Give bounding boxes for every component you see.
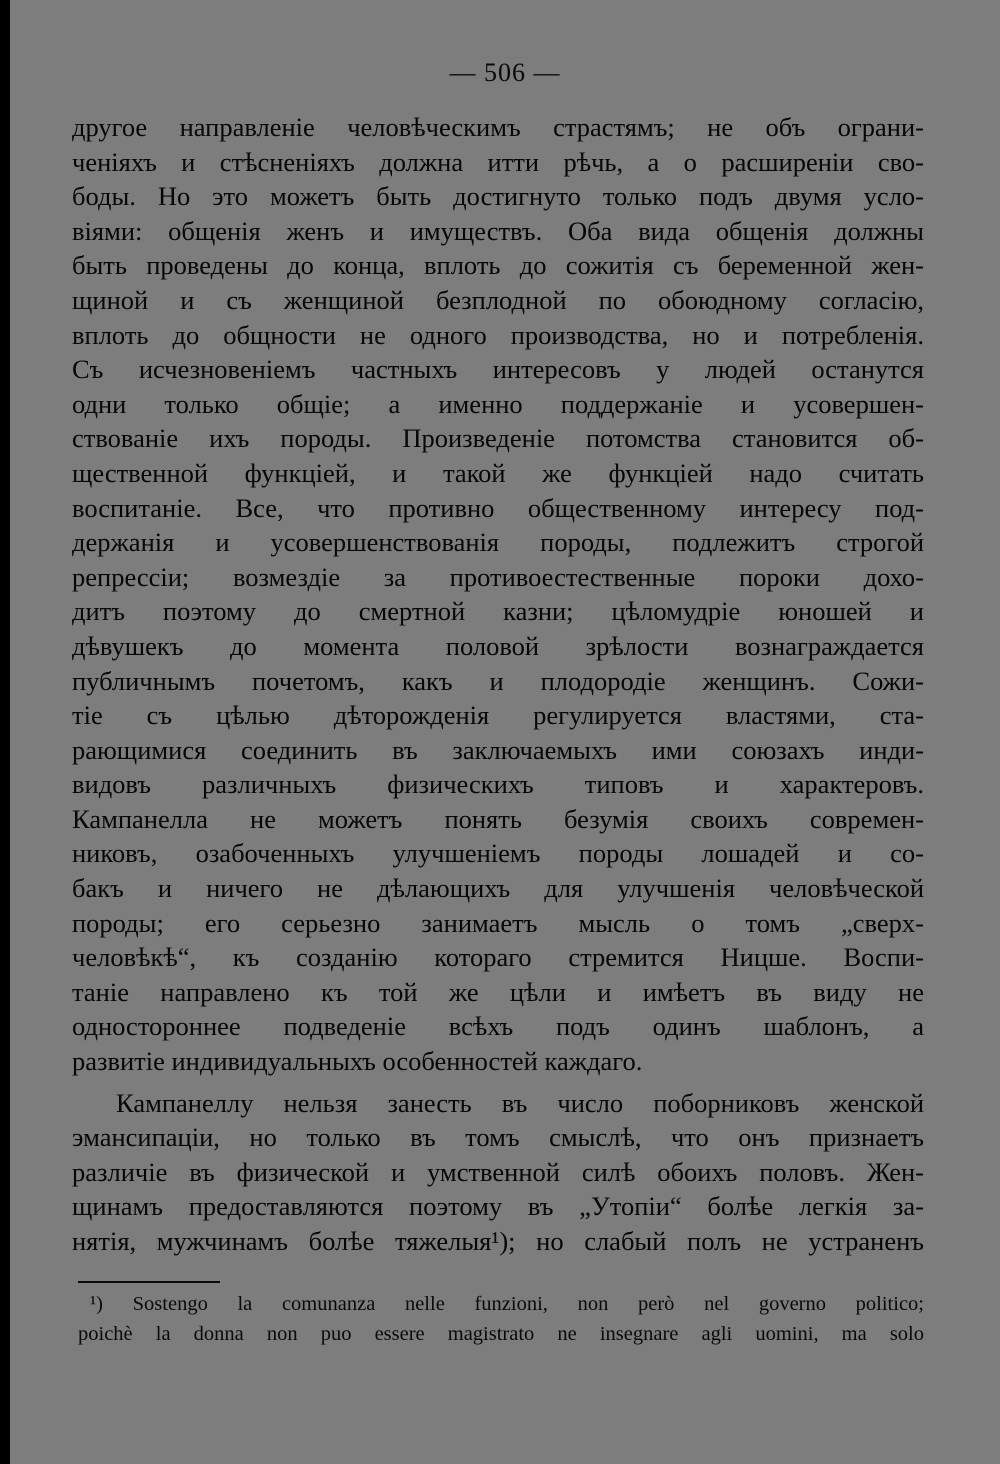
text-line: репрессіи; возмездіе за противоестественные пороки дохо- (72, 561, 924, 592)
text-line: одни только общіе; а именно поддержаніе и усовершен- (72, 388, 924, 419)
text-line: дѣвушекъ до момента половой зрѣлости вознаграждается (72, 630, 924, 661)
text-line: щественной функціей, и такой же функціей надо считать (72, 457, 924, 488)
footnote-line: ¹) Sostengo la comunanza nelle funzioni, non però nel governo politico; (90, 1293, 924, 1315)
text-line: тіе съ цѣлью дѣторожденія регулируется властями, ста- (72, 700, 924, 731)
text-line: держанія и усовершенствованія породы, подлежитъ строгой (72, 527, 924, 558)
text-line: бакъ и ничего не дѣлающихъ для улучшенія человѣческой (72, 873, 924, 904)
text-line: различіе въ физической и умственной силѣ обоихъ половъ. Жен- (72, 1156, 924, 1187)
text-line: другое направленіе человѣческимъ страстямъ; не объ ограни- (72, 112, 924, 142)
text-line: развитіе индивидуальныхъ особенностей каждаго. (72, 1046, 643, 1077)
text-line: ствованіе ихъ породы. Произведеніе потомства становится об- (72, 423, 924, 454)
text-line: дитъ поэтому до смертной казни; цѣломудріе юношей и (72, 596, 924, 627)
text-line: рающимися соединить въ заключаемыхъ ими союзахъ инди- (72, 734, 924, 765)
main-text (72, 110, 924, 1259)
text-line: эмансипаціи, но только въ томъ смыслѣ, что онъ признаетъ (72, 1122, 924, 1153)
book-page (10, 0, 1000, 1464)
footnote (78, 1289, 924, 1349)
text-line: щиной и съ женщиной безплодной по обоюдному согласію, (72, 284, 924, 315)
text-line: воспитаніе. Все, что противно общественному интересу под- (72, 492, 924, 523)
text-line: таніе направлено къ той же цѣли и имѣетъ въ виду не (72, 976, 924, 1007)
paragraph-gap (72, 1079, 924, 1086)
text-line: вплоть до общности не одного производства, но и потребленія. (72, 319, 924, 350)
text-line: Кампанелла не можетъ понять безумія своихъ современ- (72, 803, 924, 834)
text-line: одностороннее подведеніе всѣхъ подъ одинъ шаблонъ, а (72, 1011, 924, 1042)
page-number: — 506 — (449, 58, 561, 87)
text-line: Съ исчезновеніемъ частныхъ интересовъ у людей останутся (72, 354, 924, 385)
text-line: щинамъ предоставляются поэтому въ „Утопіи“ болѣе легкія за- (72, 1191, 924, 1222)
text-line: нятія, мужчинамъ болѣе тяжелыя¹); но слабый полъ не устраненъ (72, 1226, 924, 1256)
text-line: видовъ различныхъ физическихъ типовъ и характеровъ. (72, 769, 924, 800)
paragraph-1 (72, 110, 924, 1079)
paragraph-2 (72, 1086, 924, 1259)
text-line: человѣкѣ“, къ созданію котораго стремится Ницше. Воспи- (72, 942, 924, 973)
text-line: публичнымъ почетомъ, какъ и плодородіе женщинъ. Сожи- (72, 665, 924, 696)
text-line: Кампанеллу нельзя занесть въ число поборниковъ женской (116, 1087, 924, 1118)
footnote-line: poichè la donna non puo essere magistrato ne insegnare agli uomini, ma solo (78, 1323, 924, 1345)
text-line: ченіяхъ и стѣсненіяхъ должна итти рѣчь, а о расширеніи сво- (72, 146, 924, 177)
text-line: никовъ, озабоченныхъ улучшеніемъ породы лошадей и со- (72, 838, 924, 869)
text-line: быть проведены до конца, вплоть до сожитія съ беременной жен- (72, 250, 924, 281)
footnote-divider (78, 1281, 220, 1283)
text-line: боды. Но это можетъ быть достигнуто только подъ двумя усло- (72, 181, 924, 212)
text-line: віями: общенія женъ и имуществъ. Оба вида общенія должны (72, 215, 924, 246)
text-line: породы; его серьезно занимаетъ мысль о томъ „сверх- (72, 907, 924, 938)
